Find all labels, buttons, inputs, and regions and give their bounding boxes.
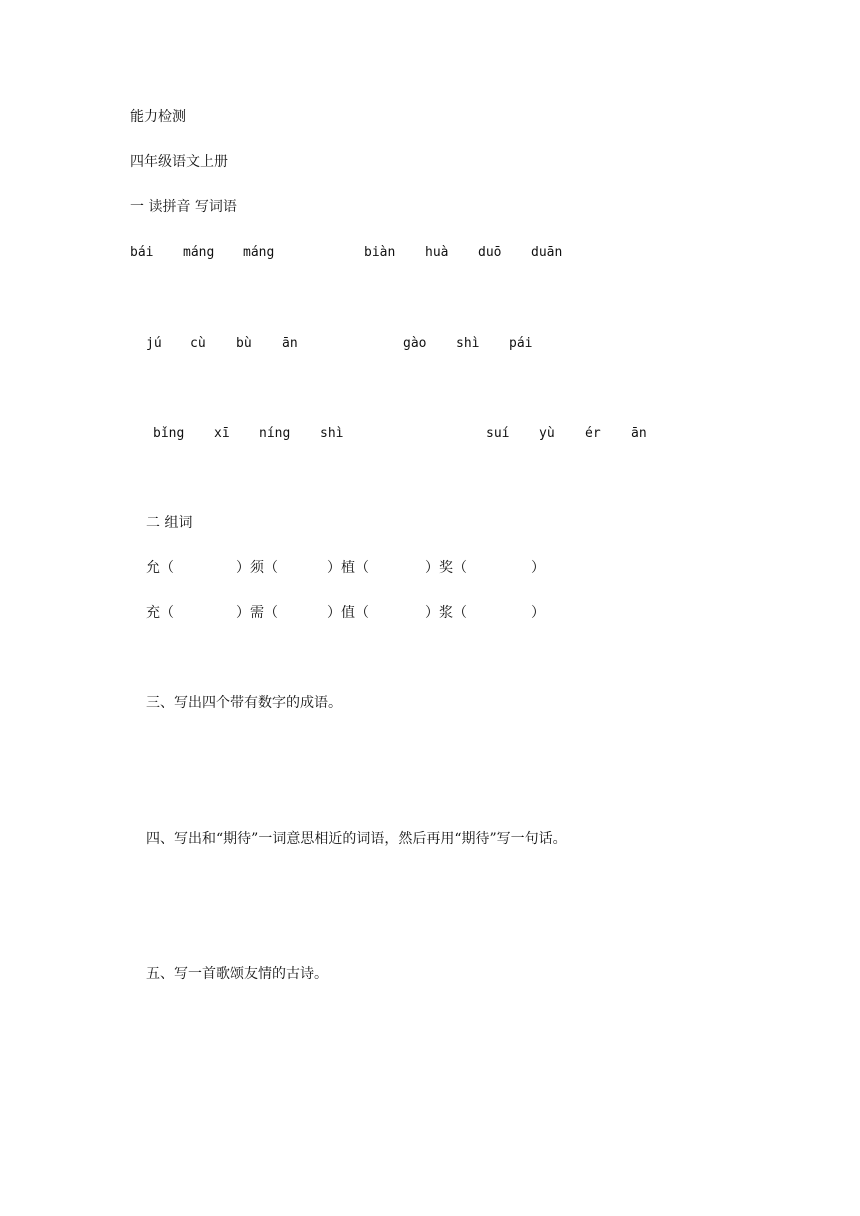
doc-title: 能力检测 <box>130 109 186 125</box>
section-3-heading: 三、写出四个带有数字的成语。 <box>146 695 342 711</box>
pinyin-syllable: duō <box>478 245 502 260</box>
doc-subtitle: 四年级语文上册 <box>130 154 228 170</box>
pinyin-syllable: bái <box>130 245 154 260</box>
word-blank-close: ） <box>531 560 545 576</box>
pinyin-syllable: gào <box>403 336 427 351</box>
section-4-heading: 四、写出和“期待”一词意思相近的词语，然后再用“期待”写一句话。 <box>146 831 567 847</box>
pinyin-syllable: yù <box>539 426 555 441</box>
word-blank-segment: ）植（ <box>327 560 369 576</box>
pinyin-syllable: bǐng <box>153 426 185 441</box>
word-blank-segment: ）需（ <box>236 605 278 621</box>
pinyin-syllable: bù <box>236 336 252 351</box>
word-blank-segment: ）浆（ <box>425 605 467 621</box>
pinyin-syllable: huà <box>425 245 449 260</box>
pinyin-syllable: shì <box>456 336 480 351</box>
pinyin-syllable: ān <box>631 426 647 441</box>
pinyin-syllable: ān <box>282 336 298 351</box>
pinyin-syllable: shì <box>320 426 344 441</box>
section-5-heading: 五、写一首歌颂友情的古诗。 <box>146 966 328 982</box>
word-blank-segment: ）奖（ <box>425 560 467 576</box>
pinyin-syllable: máng <box>183 245 215 260</box>
pinyin-syllable: níng <box>259 426 291 441</box>
section-2-heading: 二 组词 <box>146 515 193 531</box>
pinyin-syllable: biàn <box>364 245 396 260</box>
pinyin-syllable: suí <box>486 426 510 441</box>
word-blank-segment: ）须（ <box>236 560 278 576</box>
word-blank-open: 充（ <box>146 605 174 621</box>
pinyin-syllable: xī <box>214 426 230 441</box>
word-blank-segment: ）值（ <box>327 605 369 621</box>
section-1-heading: 一 读拼音 写词语 <box>130 199 237 215</box>
pinyin-syllable: cù <box>190 336 206 351</box>
pinyin-syllable: duān <box>531 245 563 260</box>
word-blank-open: 允（ <box>146 560 174 576</box>
pinyin-syllable: ér <box>585 426 601 441</box>
pinyin-syllable: jú <box>146 336 162 351</box>
pinyin-syllable: pái <box>509 336 533 351</box>
word-blank-close: ） <box>531 605 545 621</box>
pinyin-syllable: máng <box>243 245 275 260</box>
